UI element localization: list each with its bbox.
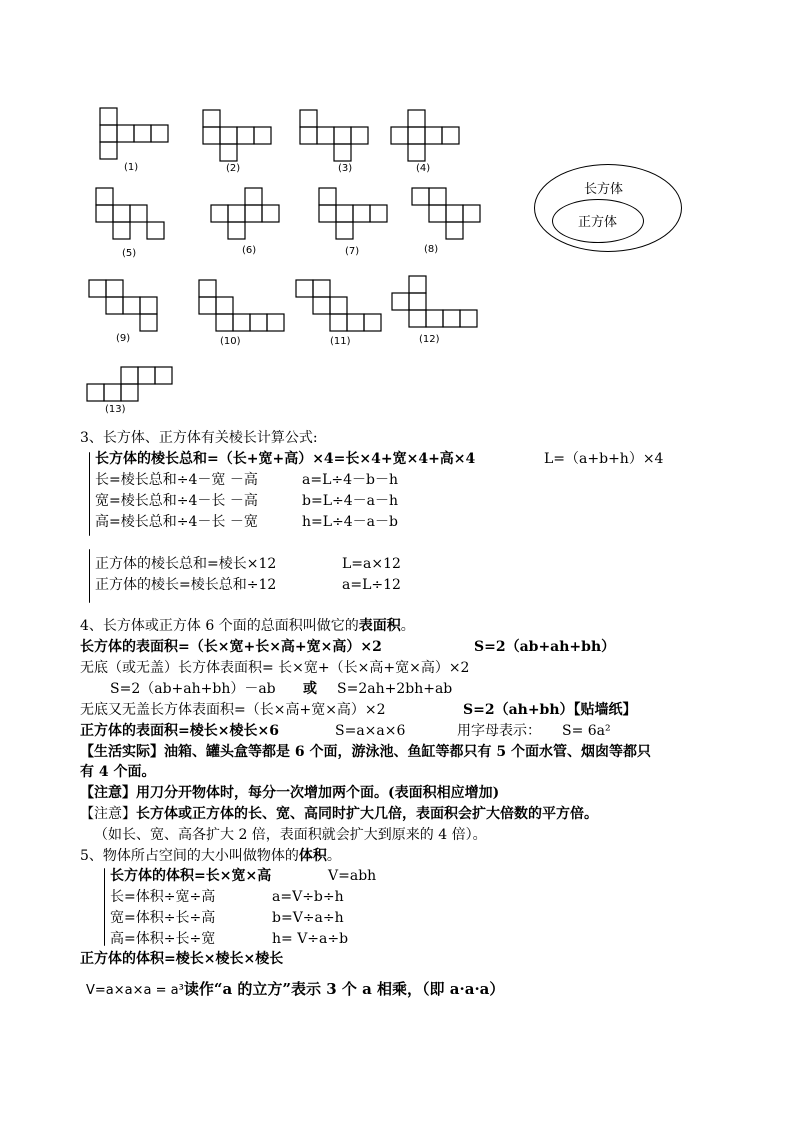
height-from-volume: 高=体积÷长÷宽 <box>110 931 216 947</box>
cube-net-13 <box>87 367 172 401</box>
net-square <box>330 314 347 331</box>
net-square <box>336 222 353 239</box>
net-square <box>203 110 220 127</box>
net-square <box>392 293 409 310</box>
cube-net-6 <box>211 188 279 239</box>
cube-net-3 <box>300 110 368 161</box>
net-square <box>313 280 330 297</box>
net-square <box>237 127 254 144</box>
life-example-line1: 【生活实际】油箱、罐头盒等都是 6 个面，游泳池、鱼缸等都只有 5 个面水管、烟囱等都只 <box>80 744 651 760</box>
letter-formula: S= 6a² <box>562 723 611 739</box>
cube-net-7 <box>319 188 387 239</box>
letter-label: 用字母表示： <box>457 723 541 739</box>
venn-inner-label: 正方体 <box>578 215 618 230</box>
cube-edge-length: 正方体的棱长=棱长总和÷12 <box>95 577 277 593</box>
net-square <box>140 297 157 314</box>
net-square <box>199 297 216 314</box>
net-square <box>100 108 117 125</box>
note-scaling: 【注意】长方体或正方体的长、宽、高同时扩大几倍，表面积会扩大倍数的平方倍。 <box>80 806 598 822</box>
cube-net-9 <box>89 280 157 331</box>
height-formula: h=L÷4－a－b <box>302 514 398 530</box>
net-square <box>409 293 426 310</box>
no-top-bottom-area: 无底又无盖长方体表面积=（长×高+宽×高）×2 <box>80 702 386 718</box>
cube-volume-reading: 读作“a 的立方”表示 3 个 a 相乘，（即 a·a·a） <box>183 980 505 998</box>
net-square <box>254 127 271 144</box>
cube-net-5 <box>96 188 164 239</box>
cube-surface-area: 正方体的表面积=棱长×棱长×6 <box>80 723 279 739</box>
or-word: 或 <box>303 681 317 697</box>
net-square <box>104 384 121 401</box>
net-square <box>330 297 347 314</box>
net-square <box>106 280 123 297</box>
net-square <box>317 127 334 144</box>
net-square <box>334 144 351 161</box>
width-from-volume: 宽=体积÷长÷高 <box>110 910 216 926</box>
net-square <box>199 280 216 297</box>
net-square <box>121 384 138 401</box>
net-square <box>336 205 353 222</box>
net-caption-6: (6) <box>242 245 257 256</box>
net-square <box>121 367 138 384</box>
net-square <box>370 205 387 222</box>
net-square <box>334 127 351 144</box>
no-lid-area: 无底（或无盖）长方体表面积= 长×宽+（长×高+宽×高）×2 <box>80 660 470 676</box>
net-square <box>228 205 245 222</box>
note-cutting: 【注意】用刀分开物体时，每分一次增加两个面。(表面积相应增加) <box>80 785 500 801</box>
section3-brace <box>89 452 90 536</box>
cube-surface-area-formula: S=a×a×6 <box>335 723 406 739</box>
net-square <box>220 144 237 161</box>
net-square <box>262 205 279 222</box>
net-caption-2: (2) <box>226 163 241 174</box>
net-square <box>300 127 317 144</box>
cuboid-volume: 长方体的体积=长×宽×高 <box>110 868 272 884</box>
net-square <box>409 276 426 293</box>
net-caption-12: (12) <box>419 334 440 345</box>
cube-edge-brace <box>89 549 90 603</box>
net-square <box>117 125 134 142</box>
no-lid-formula-2: S=2ah+2bh+ab <box>337 681 453 697</box>
no-top-bottom-formula: S=2（ah+bh）【贴墙纸】 <box>463 702 637 718</box>
net-caption-1: (1) <box>124 162 139 173</box>
net-square <box>463 205 480 222</box>
net-square <box>203 127 220 144</box>
net-caption-8: (8) <box>424 244 439 255</box>
net-square <box>300 110 317 127</box>
net-caption-11: (11) <box>330 336 351 347</box>
net-caption-5: (5) <box>122 248 137 259</box>
net-square <box>228 222 245 239</box>
cube-net-1 <box>100 108 168 159</box>
cuboid-edge-total-formula: L=（a+b+h）×4 <box>544 451 664 467</box>
height-from-total: 高=棱长总和÷4－长 －宽 <box>95 514 258 530</box>
cuboid-edge-total: 长方体的棱长总和=（长+宽+高）×4=长×4+宽×4+高×4 <box>95 451 476 467</box>
cube-volume-formula: V=a×a×a = a³ <box>86 983 184 998</box>
net-square <box>96 205 113 222</box>
venn-outer-label: 长方体 <box>584 182 624 197</box>
cube-net-10 <box>199 280 284 331</box>
net-square <box>113 222 130 239</box>
net-square <box>408 110 425 127</box>
cube-edge-total-formula: L=a×12 <box>342 556 401 572</box>
section3-heading: 3、长方体、正方体有关棱长计算公式: <box>80 430 318 446</box>
net-square <box>296 280 313 297</box>
net-square <box>89 280 106 297</box>
net-square <box>319 188 336 205</box>
net-square <box>443 310 460 327</box>
net-square <box>353 205 370 222</box>
section4-intro: 4、长方体或正方体 6 个面的总面积叫做它的表面积。 <box>80 618 415 634</box>
net-square <box>130 205 147 222</box>
length-formula: a=L÷4－b－h <box>302 472 398 488</box>
width-formula: b=L÷4－a－h <box>302 493 398 509</box>
net-square <box>425 127 442 144</box>
net-square <box>442 127 459 144</box>
section5-brace <box>104 868 105 946</box>
no-lid-formula-1: S=2（ab+ah+bh）－ab <box>110 681 276 697</box>
net-caption-7: (7) <box>345 246 360 257</box>
net-square <box>96 188 113 205</box>
net-square <box>446 222 463 239</box>
net-square <box>364 314 381 331</box>
net-square <box>155 367 172 384</box>
net-square <box>87 384 104 401</box>
net-square <box>408 144 425 161</box>
net-square <box>446 205 463 222</box>
net-square <box>140 314 157 331</box>
cube-net-11 <box>296 280 381 331</box>
width-volume-formula: b=V÷a÷h <box>272 910 344 926</box>
cuboid-surface-area: 长方体的表面积=（长×宽+长×高+宽×高）×2 <box>80 639 382 655</box>
cube-net-4 <box>391 110 459 161</box>
net-square <box>426 310 443 327</box>
length-from-volume: 长=体积÷宽÷高 <box>110 889 216 905</box>
net-square <box>123 297 140 314</box>
net-square <box>100 142 117 159</box>
net-square <box>211 205 228 222</box>
net-square <box>113 205 130 222</box>
net-square <box>409 310 426 327</box>
net-square <box>408 127 425 144</box>
net-caption-4: (4) <box>416 163 431 174</box>
cube-edge-total: 正方体的棱长总和=棱长×12 <box>95 556 277 572</box>
net-square <box>220 127 237 144</box>
cube-net-12 <box>392 276 477 327</box>
cube-net-8 <box>412 188 480 239</box>
width-from-total: 宽=棱长总和÷4－长 －高 <box>95 493 258 509</box>
cuboid-surface-area-formula: S=2（ab+ah+bh） <box>474 639 616 655</box>
net-square <box>391 127 408 144</box>
net-square <box>313 297 330 314</box>
net-square <box>267 314 284 331</box>
net-square <box>216 297 233 314</box>
net-square <box>319 205 336 222</box>
net-caption-13: (13) <box>105 404 126 415</box>
net-square <box>147 222 164 239</box>
section5-intro: 5、物体所占空间的大小叫做物体的体积。 <box>80 848 341 864</box>
net-square <box>106 297 123 314</box>
cube-edge-length-formula: a=L÷12 <box>342 577 401 593</box>
life-example-line2: 有 4 个面。 <box>80 764 156 780</box>
net-square <box>429 205 446 222</box>
net-square <box>138 367 155 384</box>
net-square <box>429 188 446 205</box>
net-square <box>100 125 117 142</box>
net-square <box>134 125 151 142</box>
height-volume-formula: h= V÷a÷b <box>272 931 349 947</box>
cuboid-volume-formula: V=abh <box>328 868 377 884</box>
net-caption-9: (9) <box>116 333 131 344</box>
net-square <box>151 125 168 142</box>
note-scaling-example: （如长、宽、高各扩大 2 倍，表面积就会扩大到原来的 4 倍）。 <box>94 827 487 843</box>
net-caption-3: (3) <box>338 163 353 174</box>
net-square <box>250 314 267 331</box>
net-square <box>245 205 262 222</box>
cube-net-2 <box>203 110 271 161</box>
net-square <box>233 314 250 331</box>
net-square <box>347 314 364 331</box>
cube-volume-line <box>86 979 504 1001</box>
net-square <box>216 314 233 331</box>
cube-volume: 正方体的体积=棱长×棱长×棱长 <box>80 951 284 967</box>
length-from-total: 长=棱长总和÷4－宽 －高 <box>95 472 258 488</box>
net-square <box>412 188 429 205</box>
length-volume-formula: a=V÷b÷h <box>272 889 344 905</box>
net-caption-10: (10) <box>220 336 241 347</box>
net-square <box>351 127 368 144</box>
net-square <box>460 310 477 327</box>
net-square <box>245 188 262 205</box>
